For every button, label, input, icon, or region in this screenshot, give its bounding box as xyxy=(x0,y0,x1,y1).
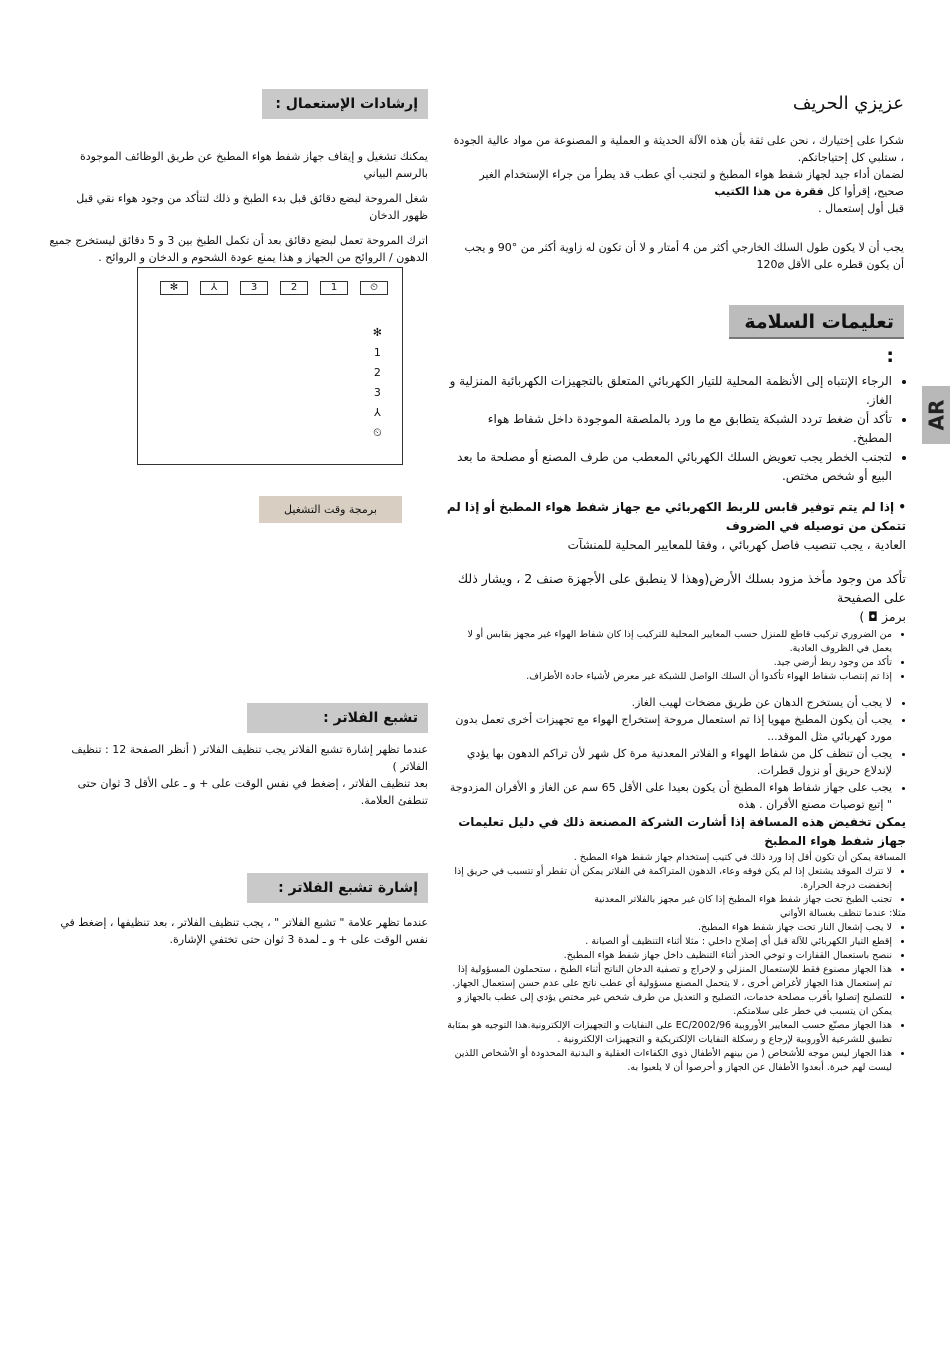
list-item: • يجب أن تنظف كل من شفاط الهواء و الفلاتر المعدنية مرة كل شهر لأن تراكم الدهون بها يؤدي لإندلاع حريق أو نزول قطرات. xyxy=(446,745,892,779)
list-item: • لا يجب أن يستخرج الدهان عن طريق مضخات لهيب الغاز. xyxy=(446,694,892,711)
legend-speed-2: 2 xyxy=(373,366,381,379)
legend-speed-3: 3 xyxy=(373,386,381,399)
safety-header-text: تعليمات السلامة : xyxy=(744,311,894,367)
list-item: • هذا الجهاز مصنوع فقط للإستعمال المنزلي و لإخراج و تصفية الدخان الناتج أثناء الطبخ ، ستحملون المسؤولية إذا تم إستعمال هذا الجهاز لأغراض أخرى ، لا يتحمل المصنع مسؤولية أي عطب ناتج على عدم حسن إستعمال الجهاز. xyxy=(446,963,892,991)
plug-warning-bold: • إذا لم يتم توفير قابس للربط الكهربائي مع جهاز شفط هواء المطبخ أو إذا لم تتمكن من توصيله في الضروف xyxy=(446,500,906,533)
filter-saturation-line-1: عندما تظهر إشارة تشبع الفلاتر يجب تنظيف الفلاتر ( أنظر الصفحة 12 : تنظيف الفلاتر ) xyxy=(71,743,428,773)
list-item: • هذا الجهاز ليس موجه للأشخاص ( من بينهم الأطفال ذوي الكفاءات العقلية و البدنية المحدودة أو الأشخاص اللذين ليست لهم خبرة. أبعدوا الأطفال عن الجهاز و أحرصوا أن لا يلعبوا به. xyxy=(446,1047,892,1075)
filter-saturation-header xyxy=(247,703,428,733)
speed-2-button[interactable]: 2 xyxy=(280,281,308,295)
list-item: • لا يجب إشعال النار تحت جهاز شفط هواء المطبخ. xyxy=(446,921,892,935)
filter-saturation-line-2: بعد تنظيف الفلاتر ، إضغط في نفس الوقت على + و ـ على الأقل 3 ثوان حتى تنطفئ العلامة. xyxy=(77,777,428,807)
filter-saturation-section xyxy=(48,741,428,809)
list-item: • ننصح باستعمال القفازات و توخي الحذر أثناء التنظيف داخل جهاز شفط هواء المطبخ. xyxy=(446,949,892,963)
list-item: • هذا الجهاز مصنّع حسب المعايير الأوروبية 2002/96/EC على النفايات و التجهيزات الإلكترونية.هذا التوجيه هو بمثابة تطبيق للشرعية الأوروبية لإرجاع و رسكلة النفايات الإلكتريكية و التجهيزات الإلكترونية . xyxy=(446,1019,892,1047)
duct-instruction: يجب أن لا يكون طول السلك الخارجي أكثر من 4 أمتار و لا أن تكون له زاوية أكثر من °90 و يجب أن يكون قطره على الأقل ⌀120 xyxy=(464,241,904,271)
fan-icon: ⅄ xyxy=(374,406,381,419)
list-item: • الرجاء الإنتباه إلى الأنظمة المحلية للتيار الكهربائي المتعلق بالتجهيزات الكهربائية المنزلية و الغاز. xyxy=(446,372,892,410)
filter-signal-text: عندما تظهر علامة " تشبع الفلاتر " ، يجب تنظيف الفلاتر ، بعد تنظيفها ، إضغط في نفس الوقت على + و ـ لمدة 3 ثوان حتى تختفي الإشارة. xyxy=(60,916,428,946)
list-item: • لتجنب الخطر يجب تعويض السلك الكهربائي المعطب من طرف المصنع أو مصلحة ما بعد البيع أو شخص مختص. xyxy=(446,448,892,486)
filter-signal-header-text: إشارة تشبع الفلاتر : xyxy=(278,880,418,896)
distance-reduce-bold: يمكن تخفيض هذه المسافة إذا أشارت الشركة المصنعة ذلك في دليل تعليمات جهاز شفط هواء المطبخ xyxy=(458,815,906,848)
list-item: • يجب أن يكون المطبخ مهويا إذا تم استعمال مروحة إستخراج الهواء مع تجهيزات أخرى تعمل بدون مورد كهربائي مثل الموقد... xyxy=(446,711,892,745)
timer-tag xyxy=(259,496,402,523)
usage-para-2: شغل المروحة لبضع دقائق قبل بدء الطبخ و ذلك لتتأكد من وجود هواء نقي قبل ظهور الدخان xyxy=(76,192,428,222)
distance-reduce-rest: المسافة يمكن أن تكون أقل إذا ورد ذلك في كتيب إستخدام جهاز شفط هواء المطبخ . xyxy=(573,852,906,863)
list-item: • إقطع التيار الكهربائي للآلة قبل أي إصلاح داخلي : مثلا أثناء التنظيف أو الصيانة . xyxy=(446,935,892,949)
earth-line-2: برمز ◘ ) xyxy=(859,609,906,624)
safety-list-e xyxy=(446,921,906,1075)
intro-bold-phrase: فقرة من هذا الكتيب xyxy=(714,185,824,198)
timer-tag-text: برمجة وقت التشغيل xyxy=(284,503,377,516)
speed-3-button[interactable]: 3 xyxy=(240,281,268,295)
control-panel-diagram xyxy=(137,267,403,465)
intro-bold-lead: لضمان أداء جيد لجهاز شفط هواء المطبخ و لتجنب أي عطب قد يطرأ من جراء الإستخدام الغير صحيح، إقرأوا كل xyxy=(479,168,904,198)
list-item: • يجب على جهاز شفاط هواء المطبخ أن يكون بعيدا على الأقل 65 سم عن الغاز و الأفران المزدوجة " إتبع توصيات مصنع الأفران . هذه xyxy=(446,779,892,813)
list-item: • إذا تم إنتصاب شفاط الهواء تأكدوا أن السلك الواصل للشبكة غير معرض لأشياء حادة الأطراف. xyxy=(446,670,892,684)
page-title: عزيزي الحريف xyxy=(792,93,904,114)
timer-button[interactable]: ⏲ xyxy=(360,281,388,295)
light-icon: ✻ xyxy=(372,326,382,339)
usage-para-3: اترك المروحة تعمل لبضع دقائق بعد أن تكمل الطبخ بين 3 و 5 دقائق ليستخرج جميع الدهون / الروائح من الجهاز و هذا يمنع عودة الشحوم و الدخان و الروائح . xyxy=(49,234,428,264)
safety-list-d xyxy=(446,865,906,907)
plug-warning-rest: العادية ، يجب تنصيب فاصل كهربائي ، وفقا للمعايير المحلية للمنشآت xyxy=(567,538,906,552)
safety-section xyxy=(446,372,906,1075)
intro-bold-para xyxy=(452,166,904,200)
safety-list-a xyxy=(446,372,906,486)
timer-icon: ⏲ xyxy=(373,426,382,439)
intro-line: شكرا على إختيارك ، نحن على ثقة بأن هذه الآلة الحديثة و العملية و المصنوعة من مواد عالية الجودة ، ستلبي كل إحتياجاتكم. xyxy=(453,134,904,164)
control-legend xyxy=(373,326,382,440)
list-item: • من الضروري تركيب قاطع للمنزل حسب المعايير المحلية للتركيب إذا كان شفاط الهواء غير مجهز بقابس أو لا يعمل في الظروف العادية. xyxy=(446,628,892,656)
usage-instructions xyxy=(48,148,428,266)
usage-header xyxy=(262,89,428,119)
filter-signal-header xyxy=(247,873,428,903)
list-item: • تجنب الطبخ تحت جهاز شفط هواء المطبخ إذا كان غير مجهز بالفلاتر المعدنية xyxy=(446,893,892,907)
safety-header xyxy=(729,305,904,367)
earth-line-1: تأكد من وجود مأخذ مزود بسلك الأرض(وهذا لا ينطبق على الأجهزة صنف 2 ، ويشار ذلك على الصفيحة xyxy=(457,571,906,605)
language-tab-label: AR xyxy=(924,399,949,431)
usage-para-1: يمكنك تشغيل و إيقاف جهاز شفط هواء المطبخ عن طريق الوظائف الموجودة بالرسم البياني xyxy=(79,150,428,180)
list-item: • تأكد من وجود ربط أرضي جيد. xyxy=(446,656,892,670)
filter-signal-section xyxy=(48,914,428,948)
list-item: • للتصليح إتصلوا بأقرب مصلحة خدمات، التصليح و التعديل من طرف شخص غير مختص يؤدي إلى عطب بالجهاز و يمكن ان يتسبب في خطر على سلامتكم. xyxy=(446,991,892,1019)
usage-header-text: إرشادات الإستعمال : xyxy=(275,96,418,112)
safety-list-c xyxy=(446,694,906,813)
example-line: مثلا: عندما تنظف بغسالة الأواني xyxy=(780,908,906,919)
intro-end: قبل أول إستعمال . xyxy=(818,202,904,215)
list-item: • لا تترك الموقد يشتعل إذا لم يكن فوقه وعاء، الدهون المتراكمة في الفلاتر يمكن أن تقطر أو تتسبب في حريق إذا إنخفضت درجة الحرارة. xyxy=(446,865,892,893)
safety-list-b xyxy=(446,628,906,684)
legend-speed-1: 1 xyxy=(373,346,381,359)
intro-section xyxy=(452,132,904,273)
fan-button[interactable]: ⅄ xyxy=(200,281,228,295)
list-item: • تأكد أن ضغط تردد الشبكة يتطابق مع ما ورد بالملصقة الموجودة داخل شفاط هواء المطبخ. xyxy=(446,410,892,448)
speed-1-button[interactable]: 1 xyxy=(320,281,348,295)
control-button-row xyxy=(160,281,388,295)
light-button[interactable]: ✻ xyxy=(160,281,188,295)
filter-saturation-header-text: تشبع الفلاتر : xyxy=(323,710,418,726)
language-tab xyxy=(922,386,950,444)
